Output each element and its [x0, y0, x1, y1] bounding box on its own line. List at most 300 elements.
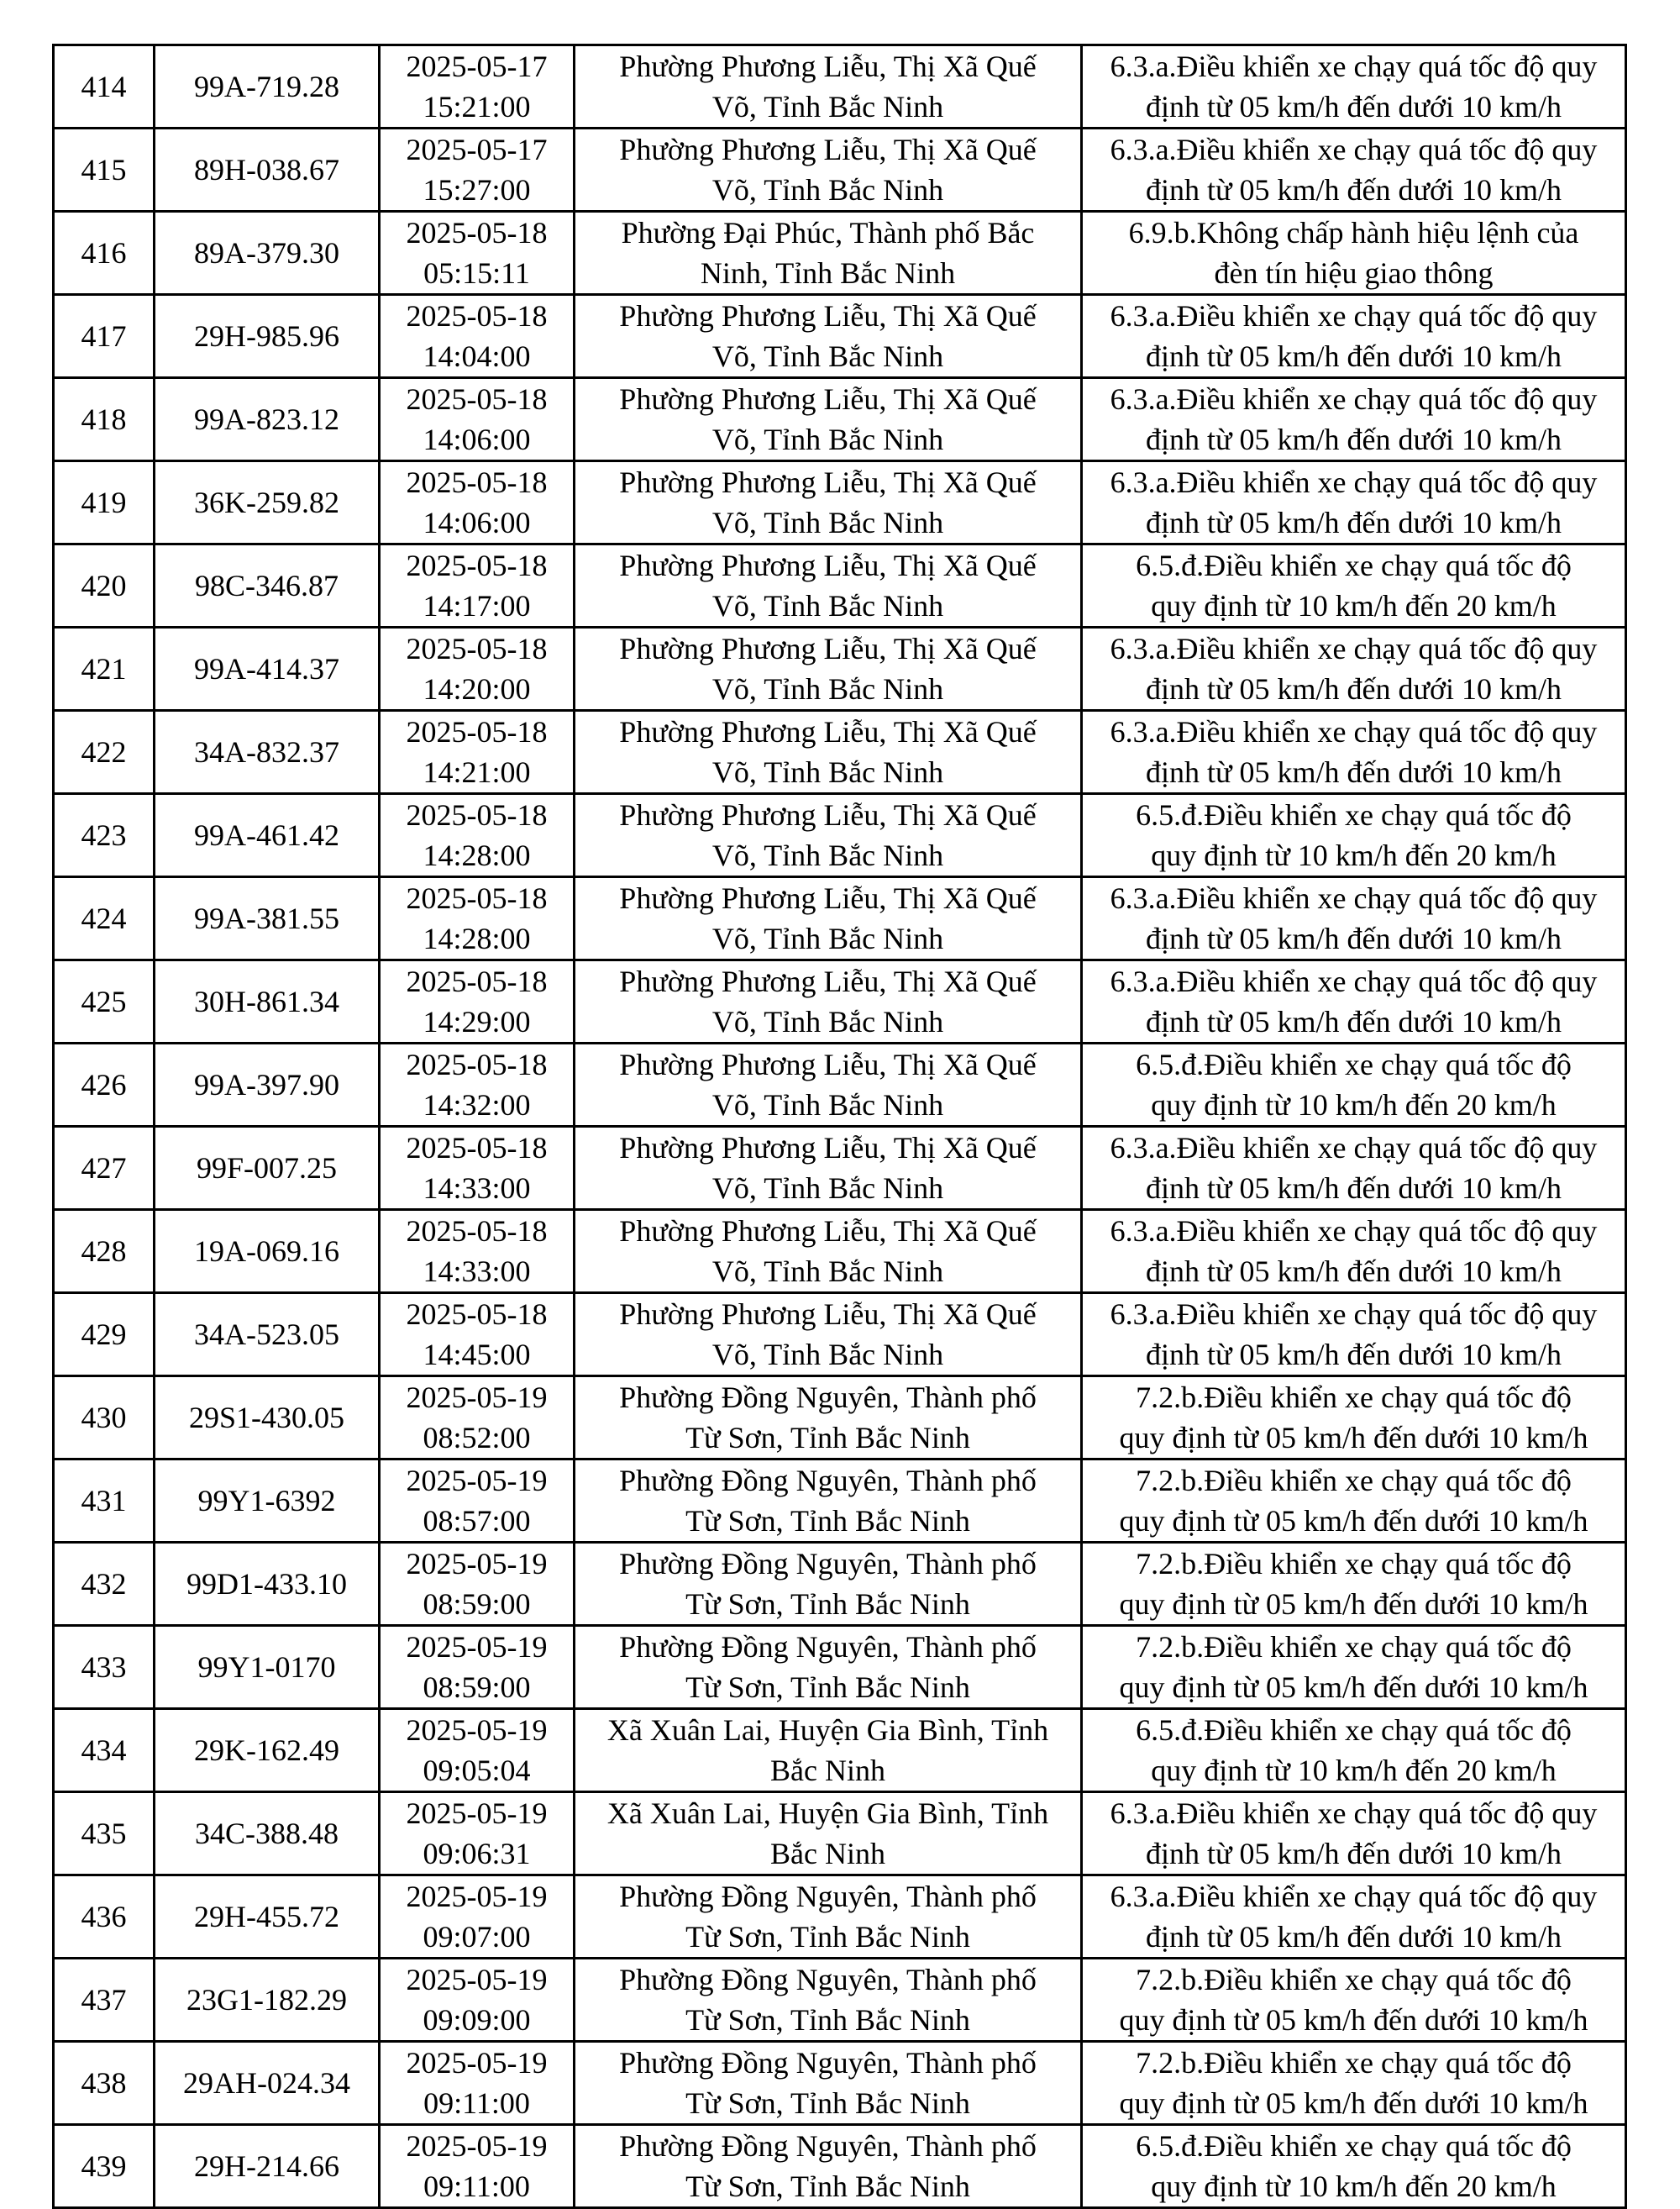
- violation-cell: [1082, 1293, 1626, 1376]
- violation-line-1: 6.5.đ.Điều khiển xe chạy quá tốc độ: [1136, 798, 1572, 832]
- violation-clock-time: 09:06:31: [423, 1837, 531, 1870]
- violation-line-2: định từ 05 km/h đến dưới 10 km/h: [1145, 1254, 1562, 1288]
- violation-clock-time: 09:11:00: [423, 2086, 530, 2120]
- location-line-1: Phường Đồng Nguyên, Thành phố: [619, 1963, 1037, 1996]
- violation-time-cell: [380, 2125, 575, 2208]
- location-cell: [575, 1460, 1082, 1543]
- violation-line-1: 6.3.a.Điều khiển xe chạy quá tốc độ quy: [1110, 133, 1598, 166]
- location-cell: [575, 378, 1082, 461]
- location-line-2: Võ, Tỉnh Bắc Ninh: [711, 1171, 944, 1205]
- violation-date: 2025-05-19: [406, 1630, 548, 1664]
- violation-line-2: đèn tín hiệu giao thông: [1214, 256, 1494, 290]
- license-plate-cell: 34A-832.37: [155, 711, 380, 794]
- location-cell: [575, 295, 1082, 378]
- violation-cell: [1082, 544, 1626, 628]
- violation-date: 2025-05-18: [406, 965, 548, 998]
- location-line-2: Bắc Ninh: [770, 1837, 885, 1870]
- violation-date: 2025-05-19: [406, 2129, 548, 2163]
- row-number-cell: 424: [54, 877, 155, 960]
- violation-clock-time: 14:29:00: [423, 1005, 531, 1039]
- location-cell: [575, 711, 1082, 794]
- violation-clock-time: 09:09:00: [423, 2003, 531, 2037]
- table-row: [54, 1875, 1626, 1959]
- location-line-1: Phường Phương Liễu, Thị Xã Quế: [619, 549, 1037, 582]
- violation-cell: [1082, 794, 1626, 877]
- violation-time-cell: [380, 2042, 575, 2125]
- row-number-cell: 431: [54, 1460, 155, 1543]
- violation-cell: [1082, 1460, 1626, 1543]
- row-number-cell: 436: [54, 1875, 155, 1959]
- table-row: [54, 1293, 1626, 1376]
- violation-time-cell: [380, 212, 575, 295]
- violation-clock-time: 14:33:00: [423, 1171, 531, 1205]
- row-number-cell: 430: [54, 1376, 155, 1460]
- violation-line-2: định từ 05 km/h đến dưới 10 km/h: [1145, 922, 1562, 955]
- row-number-cell: 418: [54, 378, 155, 461]
- location-line-2: Võ, Tỉnh Bắc Ninh: [711, 589, 944, 623]
- violation-cell: [1082, 378, 1626, 461]
- location-cell: [575, 129, 1082, 212]
- license-plate-cell: 99A-823.12: [155, 378, 380, 461]
- license-plate-cell: 99F-007.25: [155, 1127, 380, 1210]
- violation-line-1: 6.3.a.Điều khiển xe chạy quá tốc độ quy: [1110, 465, 1598, 499]
- violation-time-cell: [380, 960, 575, 1044]
- violation-line-1: 7.2.b.Điều khiển xe chạy quá tốc độ: [1136, 1630, 1572, 1664]
- row-number-cell: 433: [54, 1626, 155, 1709]
- location-line-1: Phường Phương Liễu, Thị Xã Quế: [619, 1214, 1037, 1248]
- row-number-cell: 423: [54, 794, 155, 877]
- violation-time-cell: [380, 1127, 575, 1210]
- violation-clock-time: 14:28:00: [423, 839, 531, 872]
- violation-clock-time: 14:06:00: [423, 506, 531, 539]
- violation-line-2: quy định từ 10 km/h đến 20 km/h: [1151, 839, 1557, 872]
- violation-line-1: 6.5.đ.Điều khiển xe chạy quá tốc độ: [1136, 1048, 1572, 1081]
- location-line-1: Phường Phương Liễu, Thị Xã Quế: [619, 382, 1037, 416]
- violation-line-2: quy định từ 05 km/h đến dưới 10 km/h: [1119, 2086, 1588, 2120]
- license-plate-cell: 99Y1-0170: [155, 1626, 380, 1709]
- violation-time-cell: [380, 45, 575, 129]
- location-line-1: Phường Đồng Nguyên, Thành phố: [619, 1547, 1037, 1580]
- location-line-1: Phường Phương Liễu, Thị Xã Quế: [619, 465, 1037, 499]
- violation-date: 2025-05-19: [406, 1464, 548, 1497]
- violation-cell: [1082, 212, 1626, 295]
- violation-date: 2025-05-19: [406, 1381, 548, 1414]
- row-number-cell: 415: [54, 129, 155, 212]
- violation-line-1: 6.9.b.Không chấp hành hiệu lệnh của: [1128, 216, 1579, 250]
- table-row: [54, 1376, 1626, 1460]
- violation-time-cell: [380, 711, 575, 794]
- license-plate-cell: 99A-461.42: [155, 794, 380, 877]
- license-plate-cell: 34C-388.48: [155, 1792, 380, 1875]
- license-plate-cell: 98C-346.87: [155, 544, 380, 628]
- violation-line-1: 6.5.đ.Điều khiển xe chạy quá tốc độ: [1136, 2129, 1572, 2163]
- violation-line-1: 6.5.đ.Điều khiển xe chạy quá tốc độ: [1136, 549, 1572, 582]
- location-cell: [575, 1709, 1082, 1792]
- row-number-cell: 429: [54, 1293, 155, 1376]
- location-cell: [575, 1044, 1082, 1127]
- violation-clock-time: 09:11:00: [423, 2170, 530, 2203]
- violation-clock-time: 15:21:00: [423, 90, 531, 124]
- license-plate-cell: 30H-861.34: [155, 960, 380, 1044]
- row-number-cell: 432: [54, 1543, 155, 1626]
- violation-time-cell: [380, 1959, 575, 2042]
- location-cell: [575, 1959, 1082, 2042]
- location-line-1: Phường Phương Liễu, Thị Xã Quế: [619, 798, 1037, 832]
- row-number-cell: 428: [54, 1210, 155, 1293]
- license-plate-cell: 29H-214.66: [155, 2125, 380, 2208]
- violation-time-cell: [380, 1293, 575, 1376]
- violation-date: 2025-05-18: [406, 1214, 548, 1248]
- violation-line-1: 6.3.a.Điều khiển xe chạy quá tốc độ quy: [1110, 632, 1598, 665]
- table-row: [54, 1709, 1626, 1792]
- violation-date: 2025-05-18: [406, 549, 548, 582]
- location-cell: [575, 2042, 1082, 2125]
- table-row: [54, 2125, 1626, 2208]
- violation-date: 2025-05-18: [406, 216, 548, 250]
- location-line-2: Võ, Tỉnh Bắc Ninh: [711, 1338, 944, 1371]
- violation-time-cell: [380, 794, 575, 877]
- violation-clock-time: 15:27:00: [423, 173, 531, 207]
- violation-line-2: định từ 05 km/h đến dưới 10 km/h: [1145, 755, 1562, 789]
- table-row: [54, 711, 1626, 794]
- location-cell: [575, 960, 1082, 1044]
- violations-table: [52, 44, 1627, 2209]
- violation-line-2: quy định từ 05 km/h đến dưới 10 km/h: [1119, 1421, 1588, 1454]
- violation-time-cell: [380, 1875, 575, 1959]
- violation-line-1: 6.3.a.Điều khiển xe chạy quá tốc độ quy: [1110, 1297, 1598, 1331]
- license-plate-cell: 89H-038.67: [155, 129, 380, 212]
- violation-line-2: định từ 05 km/h đến dưới 10 km/h: [1145, 1338, 1562, 1371]
- location-cell: [575, 628, 1082, 711]
- violation-line-1: 6.3.a.Điều khiển xe chạy quá tốc độ quy: [1110, 715, 1598, 749]
- violation-cell: [1082, 1044, 1626, 1127]
- violation-line-1: 6.3.a.Điều khiển xe chạy quá tốc độ quy: [1110, 1131, 1598, 1165]
- violation-date: 2025-05-18: [406, 881, 548, 915]
- location-cell: [575, 1875, 1082, 1959]
- violation-cell: [1082, 1875, 1626, 1959]
- location-line-1: Phường Đồng Nguyên, Thành phố: [619, 1464, 1037, 1497]
- location-line-1: Phường Đồng Nguyên, Thành phố: [619, 1381, 1037, 1414]
- violation-clock-time: 14:04:00: [423, 339, 531, 373]
- violation-cell: [1082, 129, 1626, 212]
- table-row: [54, 1626, 1626, 1709]
- violation-clock-time: 09:07:00: [423, 1920, 531, 1954]
- violation-time-cell: [380, 295, 575, 378]
- violation-cell: [1082, 1543, 1626, 1626]
- table-row: [54, 2042, 1626, 2125]
- violation-date: 2025-05-17: [406, 133, 548, 166]
- violation-cell: [1082, 295, 1626, 378]
- violation-cell: [1082, 1626, 1626, 1709]
- violation-line-2: quy định từ 10 km/h đến 20 km/h: [1151, 1088, 1557, 1122]
- violation-clock-time: 14:06:00: [423, 423, 531, 456]
- license-plate-cell: 19A-069.16: [155, 1210, 380, 1293]
- row-number-cell: 435: [54, 1792, 155, 1875]
- table-row: [54, 1959, 1626, 2042]
- table-row: [54, 212, 1626, 295]
- table-body: [54, 45, 1626, 2208]
- violation-line-1: 6.3.a.Điều khiển xe chạy quá tốc độ quy: [1110, 965, 1598, 998]
- violation-clock-time: 14:45:00: [423, 1338, 531, 1371]
- violation-line-2: định từ 05 km/h đến dưới 10 km/h: [1145, 1171, 1562, 1205]
- table-row: [54, 1792, 1626, 1875]
- violation-cell: [1082, 2125, 1626, 2208]
- violation-date: 2025-05-18: [406, 632, 548, 665]
- location-line-2: Võ, Tỉnh Bắc Ninh: [711, 1005, 944, 1039]
- violation-date: 2025-05-18: [406, 1048, 548, 1081]
- location-line-1: Phường Phương Liễu, Thị Xã Quế: [619, 881, 1037, 915]
- location-cell: [575, 461, 1082, 544]
- violation-line-2: định từ 05 km/h đến dưới 10 km/h: [1145, 423, 1562, 456]
- violation-line-2: quy định từ 10 km/h đến 20 km/h: [1151, 1754, 1557, 1787]
- violation-line-1: 6.3.a.Điều khiển xe chạy quá tốc độ quy: [1110, 382, 1598, 416]
- violation-time-cell: [380, 1460, 575, 1543]
- location-line-2: Ninh, Tỉnh Bắc Ninh: [700, 256, 956, 290]
- location-line-2: Từ Sơn, Tỉnh Bắc Ninh: [685, 2086, 970, 2120]
- row-number-cell: 421: [54, 628, 155, 711]
- violation-line-2: định từ 05 km/h đến dưới 10 km/h: [1145, 1837, 1562, 1870]
- violation-cell: [1082, 711, 1626, 794]
- violation-cell: [1082, 1709, 1626, 1792]
- row-number-cell: 416: [54, 212, 155, 295]
- row-number-cell: 414: [54, 45, 155, 129]
- table-row: [54, 877, 1626, 960]
- violation-date: 2025-05-19: [406, 1547, 548, 1580]
- violation-cell: [1082, 45, 1626, 129]
- location-line-2: Võ, Tỉnh Bắc Ninh: [711, 839, 944, 872]
- violation-cell: [1082, 1127, 1626, 1210]
- violation-clock-time: 08:52:00: [423, 1421, 531, 1454]
- location-line-2: Võ, Tỉnh Bắc Ninh: [711, 755, 944, 789]
- location-cell: [575, 1626, 1082, 1709]
- location-line-2: Từ Sơn, Tỉnh Bắc Ninh: [685, 1421, 970, 1454]
- violation-date: 2025-05-18: [406, 299, 548, 333]
- table-row: [54, 295, 1626, 378]
- location-line-2: Từ Sơn, Tỉnh Bắc Ninh: [685, 1670, 970, 1704]
- violation-time-cell: [380, 877, 575, 960]
- row-number-cell: 417: [54, 295, 155, 378]
- license-plate-cell: 99A-381.55: [155, 877, 380, 960]
- row-number-cell: 426: [54, 1044, 155, 1127]
- location-line-1: Xã Xuân Lai, Huyện Gia Bình, Tỉnh: [606, 1713, 1049, 1747]
- row-number-cell: 422: [54, 711, 155, 794]
- location-line-2: Võ, Tỉnh Bắc Ninh: [711, 1254, 944, 1288]
- violation-line-1: 6.3.a.Điều khiển xe chạy quá tốc độ quy: [1110, 299, 1598, 333]
- location-cell: [575, 877, 1082, 960]
- violation-cell: [1082, 1376, 1626, 1460]
- location-line-2: Từ Sơn, Tỉnh Bắc Ninh: [685, 2170, 970, 2203]
- violation-line-2: định từ 05 km/h đến dưới 10 km/h: [1145, 1005, 1562, 1039]
- violation-line-1: 7.2.b.Điều khiển xe chạy quá tốc độ: [1136, 1464, 1572, 1497]
- violation-line-2: định từ 05 km/h đến dưới 10 km/h: [1145, 90, 1562, 124]
- violation-clock-time: 14:20:00: [423, 672, 531, 706]
- violation-date: 2025-05-18: [406, 798, 548, 832]
- table-row: [54, 1460, 1626, 1543]
- violation-clock-time: 14:21:00: [423, 755, 531, 789]
- location-cell: [575, 544, 1082, 628]
- violation-date: 2025-05-19: [406, 1880, 548, 1913]
- table-row: [54, 461, 1626, 544]
- license-plate-cell: 29H-455.72: [155, 1875, 380, 1959]
- violation-line-1: 6.3.a.Điều khiển xe chạy quá tốc độ quy: [1110, 50, 1598, 83]
- row-number-cell: 425: [54, 960, 155, 1044]
- violation-line-2: quy định từ 05 km/h đến dưới 10 km/h: [1119, 2003, 1588, 2037]
- violation-time-cell: [380, 461, 575, 544]
- violation-line-1: 6.3.a.Điều khiển xe chạy quá tốc độ quy: [1110, 881, 1598, 915]
- location-line-2: Từ Sơn, Tỉnh Bắc Ninh: [685, 1587, 970, 1621]
- violation-time-cell: [380, 1792, 575, 1875]
- violation-date: 2025-05-18: [406, 1297, 548, 1331]
- violation-date: 2025-05-19: [406, 2046, 548, 2080]
- violation-clock-time: 14:17:00: [423, 589, 531, 623]
- location-line-1: Phường Phương Liễu, Thị Xã Quế: [619, 1131, 1037, 1165]
- license-plate-cell: 99A-397.90: [155, 1044, 380, 1127]
- violation-line-1: 7.2.b.Điều khiển xe chạy quá tốc độ: [1136, 1381, 1572, 1414]
- license-plate-cell: 29S1-430.05: [155, 1376, 380, 1460]
- row-number-cell: 438: [54, 2042, 155, 2125]
- location-line-1: Phường Đồng Nguyên, Thành phố: [619, 1880, 1037, 1913]
- license-plate-cell: 29K-162.49: [155, 1709, 380, 1792]
- table-row: [54, 129, 1626, 212]
- location-line-2: Từ Sơn, Tỉnh Bắc Ninh: [685, 1920, 970, 1954]
- violation-cell: [1082, 1959, 1626, 2042]
- violation-cell: [1082, 960, 1626, 1044]
- violation-line-1: 7.2.b.Điều khiển xe chạy quá tốc độ: [1136, 1963, 1572, 1996]
- violation-line-2: quy định từ 05 km/h đến dưới 10 km/h: [1119, 1587, 1588, 1621]
- violation-line-2: định từ 05 km/h đến dưới 10 km/h: [1145, 506, 1562, 539]
- location-cell: [575, 1543, 1082, 1626]
- location-line-2: Từ Sơn, Tỉnh Bắc Ninh: [685, 1504, 970, 1538]
- location-cell: [575, 2125, 1082, 2208]
- location-cell: [575, 1210, 1082, 1293]
- violation-cell: [1082, 2042, 1626, 2125]
- violation-line-2: định từ 05 km/h đến dưới 10 km/h: [1145, 173, 1562, 207]
- row-number-cell: 434: [54, 1709, 155, 1792]
- violation-line-1: 7.2.b.Điều khiển xe chạy quá tốc độ: [1136, 1547, 1572, 1580]
- location-line-2: Võ, Tỉnh Bắc Ninh: [711, 339, 944, 373]
- location-cell: [575, 1293, 1082, 1376]
- location-line-2: Võ, Tỉnh Bắc Ninh: [711, 672, 944, 706]
- location-line-1: Phường Đồng Nguyên, Thành phố: [619, 2046, 1037, 2080]
- license-plate-cell: 99D1-433.10: [155, 1543, 380, 1626]
- location-line-1: Phường Đồng Nguyên, Thành phố: [619, 1630, 1037, 1664]
- location-line-2: Võ, Tỉnh Bắc Ninh: [711, 506, 944, 539]
- location-line-1: Phường Đồng Nguyên, Thành phố: [619, 2129, 1037, 2163]
- location-cell: [575, 212, 1082, 295]
- violation-time-cell: [380, 1709, 575, 1792]
- location-cell: [575, 45, 1082, 129]
- violation-line-2: định từ 05 km/h đến dưới 10 km/h: [1145, 672, 1562, 706]
- table-row: [54, 544, 1626, 628]
- violation-time-cell: [380, 1044, 575, 1127]
- table-row: [54, 794, 1626, 877]
- violation-line-2: quy định từ 05 km/h đến dưới 10 km/h: [1119, 1504, 1588, 1538]
- violation-date: 2025-05-18: [406, 465, 548, 499]
- license-plate-cell: 99A-414.37: [155, 628, 380, 711]
- table-row: [54, 1044, 1626, 1127]
- location-line-1: Phường Phương Liễu, Thị Xã Quế: [619, 965, 1037, 998]
- table-row: [54, 45, 1626, 129]
- location-line-2: Võ, Tỉnh Bắc Ninh: [711, 173, 944, 207]
- violation-clock-time: 08:59:00: [423, 1587, 531, 1621]
- violation-line-1: 6.5.đ.Điều khiển xe chạy quá tốc độ: [1136, 1713, 1572, 1747]
- row-number-cell: 427: [54, 1127, 155, 1210]
- violation-line-1: 7.2.b.Điều khiển xe chạy quá tốc độ: [1136, 2046, 1572, 2080]
- violation-line-1: 6.3.a.Điều khiển xe chạy quá tốc độ quy: [1110, 1214, 1598, 1248]
- row-number-cell: 439: [54, 2125, 155, 2208]
- license-plate-cell: 29AH-024.34: [155, 2042, 380, 2125]
- location-line-2: Từ Sơn, Tỉnh Bắc Ninh: [685, 2003, 970, 2037]
- violation-date: 2025-05-19: [406, 1963, 548, 1996]
- location-line-1: Phường Phương Liễu, Thị Xã Quế: [619, 299, 1037, 333]
- violation-time-cell: [380, 1626, 575, 1709]
- location-line-2: Võ, Tỉnh Bắc Ninh: [711, 90, 944, 124]
- violation-line-2: định từ 05 km/h đến dưới 10 km/h: [1145, 339, 1562, 373]
- location-line-2: Võ, Tỉnh Bắc Ninh: [711, 423, 944, 456]
- location-line-2: Võ, Tỉnh Bắc Ninh: [711, 922, 944, 955]
- location-cell: [575, 1376, 1082, 1460]
- license-plate-cell: 29H-985.96: [155, 295, 380, 378]
- violation-line-2: quy định từ 05 km/h đến dưới 10 km/h: [1119, 1670, 1588, 1704]
- violation-clock-time: 14:33:00: [423, 1254, 531, 1288]
- violation-cell: [1082, 877, 1626, 960]
- violation-line-1: 6.3.a.Điều khiển xe chạy quá tốc độ quy: [1110, 1880, 1598, 1913]
- location-cell: [575, 1127, 1082, 1210]
- violation-date: 2025-05-18: [406, 715, 548, 749]
- location-cell: [575, 1792, 1082, 1875]
- violation-line-2: định từ 05 km/h đến dưới 10 km/h: [1145, 1920, 1562, 1954]
- location-line-1: Phường Phương Liễu, Thị Xã Quế: [619, 50, 1037, 83]
- violation-time-cell: [380, 544, 575, 628]
- violation-clock-time: 05:15:11: [423, 256, 530, 290]
- violation-cell: [1082, 1210, 1626, 1293]
- violation-cell: [1082, 461, 1626, 544]
- violation-time-cell: [380, 1210, 575, 1293]
- location-line-1: Phường Phương Liễu, Thị Xã Quế: [619, 133, 1037, 166]
- violation-date: 2025-05-19: [406, 1796, 548, 1830]
- violation-clock-time: 09:05:04: [423, 1754, 531, 1787]
- table-row: [54, 1210, 1626, 1293]
- license-plate-cell: 89A-379.30: [155, 212, 380, 295]
- violation-time-cell: [380, 129, 575, 212]
- location-line-1: Phường Phương Liễu, Thị Xã Quế: [619, 1297, 1037, 1331]
- violation-clock-time: 08:59:00: [423, 1670, 531, 1704]
- license-plate-cell: 34A-523.05: [155, 1293, 380, 1376]
- violation-date: 2025-05-18: [406, 1131, 548, 1165]
- location-line-1: Phường Phương Liễu, Thị Xã Quế: [619, 715, 1037, 749]
- license-plate-cell: 36K-259.82: [155, 461, 380, 544]
- violation-time-cell: [380, 628, 575, 711]
- table-row: [54, 960, 1626, 1044]
- violation-date: 2025-05-18: [406, 382, 548, 416]
- violation-time-cell: [380, 378, 575, 461]
- location-line-2: Võ, Tỉnh Bắc Ninh: [711, 1088, 944, 1122]
- violation-date: 2025-05-19: [406, 1713, 548, 1747]
- row-number-cell: 437: [54, 1959, 155, 2042]
- table-row: [54, 1127, 1626, 1210]
- location-line-1: Xã Xuân Lai, Huyện Gia Bình, Tỉnh: [606, 1796, 1049, 1830]
- location-line-1: Phường Phương Liễu, Thị Xã Quế: [619, 632, 1037, 665]
- row-number-cell: 420: [54, 544, 155, 628]
- violation-line-1: 6.3.a.Điều khiển xe chạy quá tốc độ quy: [1110, 1796, 1598, 1830]
- violation-clock-time: 14:32:00: [423, 1088, 531, 1122]
- violation-time-cell: [380, 1543, 575, 1626]
- license-plate-cell: 23G1-182.29: [155, 1959, 380, 2042]
- violation-time-cell: [380, 1376, 575, 1460]
- location-line-2: Bắc Ninh: [770, 1754, 885, 1787]
- violation-clock-time: 08:57:00: [423, 1504, 531, 1538]
- row-number-cell: 419: [54, 461, 155, 544]
